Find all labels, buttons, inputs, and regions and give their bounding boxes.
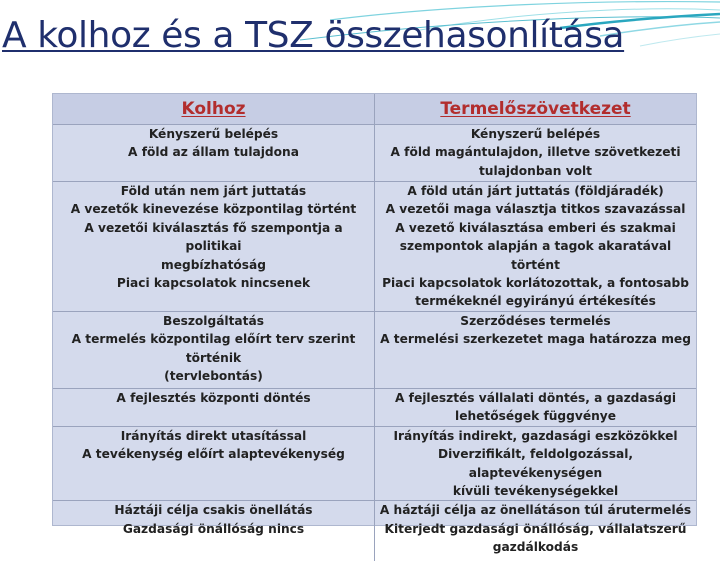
tsz-line: termékeknél egyirányú értékesítés <box>415 294 656 309</box>
kolhoz-line: megbízhatóság <box>161 257 266 272</box>
tsz-line: A háztáji célja az önellátáson túl árutermelés <box>379 503 692 518</box>
kolhoz-cell <box>53 125 375 182</box>
kolhoz-line: A termelés központilag előírt terv szerint <box>71 332 356 347</box>
kolhoz-line: történik <box>185 350 242 365</box>
kolhoz-line: A fejlesztés központi döntés <box>116 390 311 405</box>
kolhoz-line: Háztáji célja csakis önellátás <box>114 503 313 518</box>
kolhoz-line: (tervlebontás) <box>164 369 263 384</box>
kolhoz-line: Gazdasági önállóság nincs <box>122 521 305 536</box>
tsz-line: Kényszerű belépés <box>470 127 601 141</box>
tsz-line: A vezetői maga választja titkos szavazással <box>385 202 686 217</box>
tsz-line: A föld után járt juttatás (földjáradék) <box>407 184 664 198</box>
tsz-line: lehetőségek függvénye <box>455 409 616 424</box>
table-row <box>53 501 696 561</box>
tsz-cell <box>375 125 697 182</box>
kolhoz-line: Irányítás direkt utasítással <box>120 428 307 443</box>
tsz-line: szempontok alapján a tagok akaratával történt <box>399 239 672 272</box>
kolhoz-line: Piaci kapcsolatok nincsenek <box>116 276 311 291</box>
kolhoz-cell <box>53 182 375 312</box>
table-header-row <box>53 94 696 125</box>
kolhoz-line: Kényszerű belépés <box>148 127 279 141</box>
table-row <box>53 125 696 182</box>
slide-title: A kolhoz és a TSZ összehasonlítása <box>2 15 625 56</box>
tsz-line: gazdálkodás <box>492 540 579 555</box>
tsz-line: A fejlesztés vállalati döntés, a gazdasági <box>394 390 677 405</box>
tsz-cell <box>375 182 697 312</box>
kolhoz-line: Föld után nem járt juttatás <box>120 184 307 198</box>
tsz-cell <box>375 501 697 561</box>
kolhoz-line: A vezetők kinevezése központilag történt <box>70 202 357 217</box>
tsz-line: A vezető kiválasztása emberi és szakmai <box>395 220 676 235</box>
header-kolhoz: Kolhoz <box>53 94 375 125</box>
tsz-line: A termelési szerkezetet maga határozza meg <box>380 332 691 347</box>
kolhoz-line: A tevékenység előírt alaptevékenység <box>82 447 345 462</box>
kolhoz-line: A vezetői kiválasztás fő szempontja a politikai <box>84 220 343 254</box>
tsz-line: Kiterjedt gazdasági önállóság, vállalatszerű <box>384 521 687 536</box>
tsz-cell <box>375 426 697 501</box>
kolhoz-cell <box>53 501 375 561</box>
tsz-line: Szerződéses termelés <box>460 313 611 328</box>
header-tsz: Termelőszövetkezet <box>375 94 697 125</box>
tsz-line: Irányítás indirekt, gazdasági eszközökkel <box>393 428 678 443</box>
tsz-line: tulajdonban volt <box>478 163 593 178</box>
kolhoz-line: A föld az állam tulajdona <box>128 145 299 160</box>
tsz-line: Piaci kapcsolatok korlátozottak, a fontosabb <box>382 276 689 291</box>
kolhoz-line: Beszolgáltatás <box>163 313 264 328</box>
tsz-cell <box>375 388 697 426</box>
tsz-cell <box>375 311 697 388</box>
table-row <box>53 388 696 426</box>
table-row <box>53 426 696 501</box>
table-row <box>53 311 696 388</box>
kolhoz-cell <box>53 426 375 501</box>
tsz-line: Diverzifikált, feldolgozással, alaptevékenységen <box>438 447 633 480</box>
kolhoz-cell <box>53 388 375 426</box>
kolhoz-cell <box>53 311 375 388</box>
comparison-table <box>52 93 697 555</box>
tsz-line: kívüli tevékenységekkel <box>452 484 619 499</box>
table-row <box>53 182 696 312</box>
tsz-line: A föld magántulajdon, illetve szövetkezeti <box>390 145 681 160</box>
